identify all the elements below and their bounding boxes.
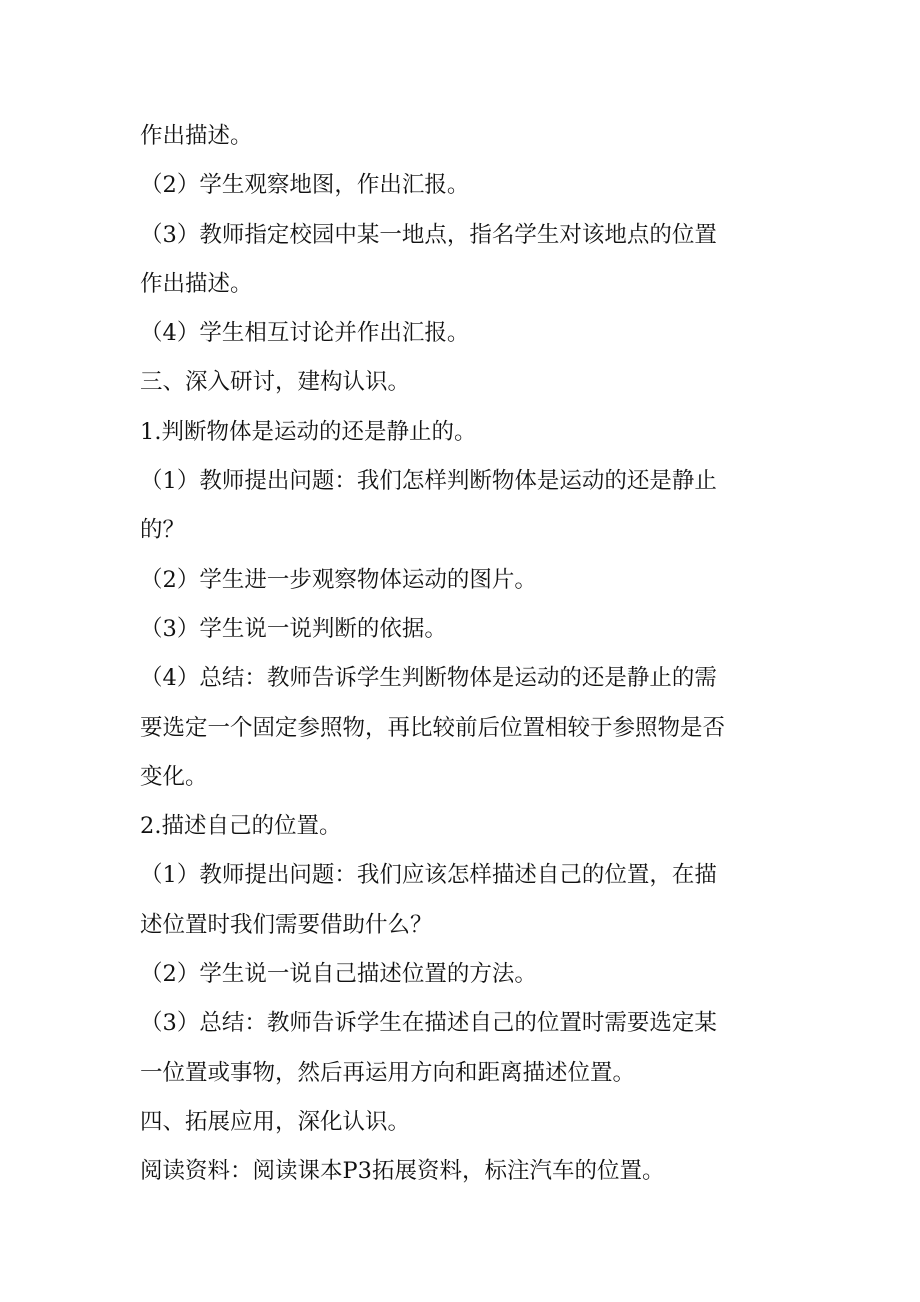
text-line: （3）教师指定校园中某一地点，指名学生对该地点的位置 bbox=[140, 221, 717, 248]
text-line: 述位置时我们需要借助什么？ bbox=[140, 911, 433, 938]
subsection-heading: 1.判断物体是运动的还是静止的。 bbox=[140, 418, 477, 445]
text-line: （1）教师提出问题：我们怎样判断物体是运动的还是静止 bbox=[140, 468, 717, 495]
text-line: （4）学生相互讨论并作出汇报。 bbox=[140, 320, 470, 347]
text-line: 变化。 bbox=[140, 763, 208, 790]
subsection-heading: 2.描述自己的位置。 bbox=[140, 813, 342, 840]
text-line: （2）学生进一步观察物体运动的图片。 bbox=[140, 566, 537, 593]
text-line: （3）学生说一说判断的依据。 bbox=[140, 615, 447, 642]
text-line: 要选定一个固定参照物，再比较前后位置相较于参照物是否 bbox=[140, 714, 726, 741]
text-line: （1）教师提出问题：我们应该怎样描述自己的位置，在描 bbox=[140, 862, 717, 889]
text-line: 作出描述。 bbox=[140, 123, 253, 149]
document-body bbox=[140, 112, 790, 1197]
text-line: 作出描述。 bbox=[140, 270, 253, 297]
text-line: （2）学生说一说自己描述位置的方法。 bbox=[140, 961, 537, 988]
text-line: 阅读资料：阅读课本P3拓展资料，标注汽车的位置。 bbox=[140, 1158, 665, 1185]
text-line: （2）学生观察地图，作出汇报。 bbox=[140, 172, 470, 199]
text-line: （4）总结：教师告诉学生判断物体是运动的还是静止的需 bbox=[140, 665, 717, 692]
section-heading: 四、拓展应用，深化认识。 bbox=[140, 1108, 411, 1135]
text-line: 一位置或事物，然后再运用方向和距离描述位置。 bbox=[140, 1059, 636, 1086]
section-heading: 三、深入研讨，建构认识。 bbox=[140, 369, 411, 396]
text-line: （3）总结：教师告诉学生在描述自己的位置时需要选定某 bbox=[140, 1010, 717, 1037]
text-line: 的？ bbox=[140, 517, 186, 544]
